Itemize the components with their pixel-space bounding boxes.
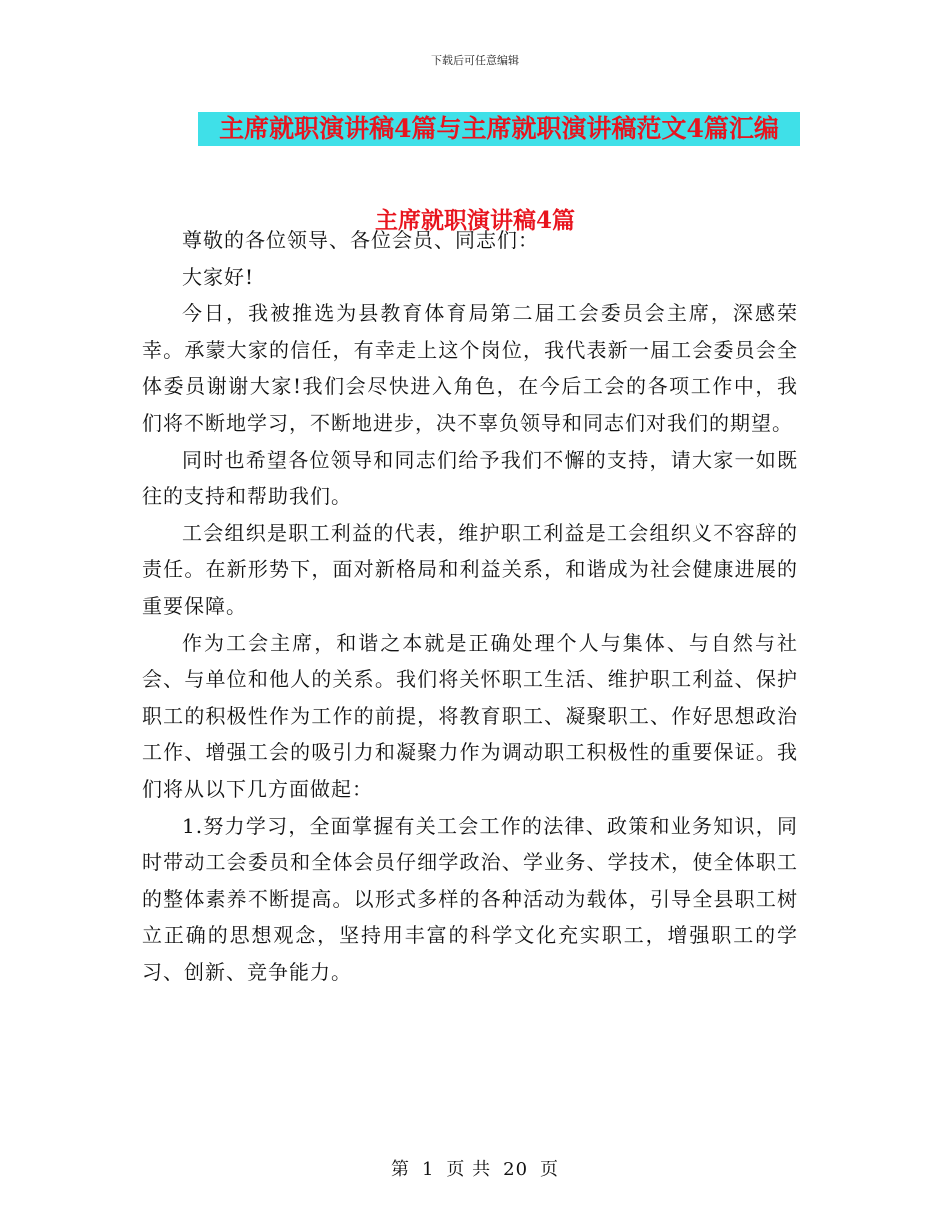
- paragraph: 同时也希望各位领导和同志们给予我们不懈的支持，请大家一如既往的支持和帮助我们。: [142, 447, 798, 509]
- document-title: 主席就职演讲稿4篇与主席就职演讲稿范文4篇汇编: [198, 112, 800, 146]
- paragraph: 作为工会主席，和谐之本就是正确处理个人与集体、与自然与社会、与单位和他人的关系。我们将关怀职工生活、维护职工利益、保护职工的积极性作为工作的前提，将教育职工、凝聚职工、作好思想政治工作、增强工会的吸引力和凝聚力作为调动职工积极性的重要保证。我们将从以下几方面做起：: [142, 630, 798, 801]
- paragraph: 工会组织是职工利益的代表，维护职工利益是工会组织义不容辞的责任。在新形势下，面对新格局和利益关系，和谐成为社会健康进展的重要保障。: [142, 520, 798, 618]
- footer-total-pages: 20: [503, 1159, 529, 1180]
- paragraph: 今日，我被推选为县教育体育局第二届工会委员会主席，深感荣幸。承蒙大家的信任，有幸走上这个岗位，我代表新一届工会委员会全体委员谢谢大家!我们会尽快进入角色，在今后工会的各项工作中，我们将不断地学习，不断地进步，决不辜负领导和同志们对我们的期望。: [142, 301, 798, 435]
- page-number-footer: [0, 1155, 950, 1181]
- footer-middle: 页 共: [446, 1159, 492, 1180]
- paragraph: 1.努力学习，全面掌握有关工会工作的法律、政策和业务知识，同时带动工会委员和全体会员仔细学政治、学业务、学技术，使全体职工的整体素养不断提高。以形式多样的各种活动为载体，引导全县职工树立正确的思想观念，坚持用丰富的科学文化充实职工，增强职工的学习、创新、竞争能力。: [142, 813, 798, 984]
- page-header-note: 下载后可任意编辑: [431, 54, 519, 67]
- greeting: 大家好!: [182, 264, 255, 289]
- section-title: 主席就职演讲稿4篇: [374, 207, 575, 234]
- document-body: [142, 222, 798, 990]
- footer-prefix: 第: [390, 1159, 410, 1180]
- salutation: 尊敬的各位领导、各位会员、同志们：: [182, 228, 539, 252]
- footer-suffix: 页: [540, 1159, 560, 1180]
- footer-page-number: 1: [421, 1159, 435, 1180]
